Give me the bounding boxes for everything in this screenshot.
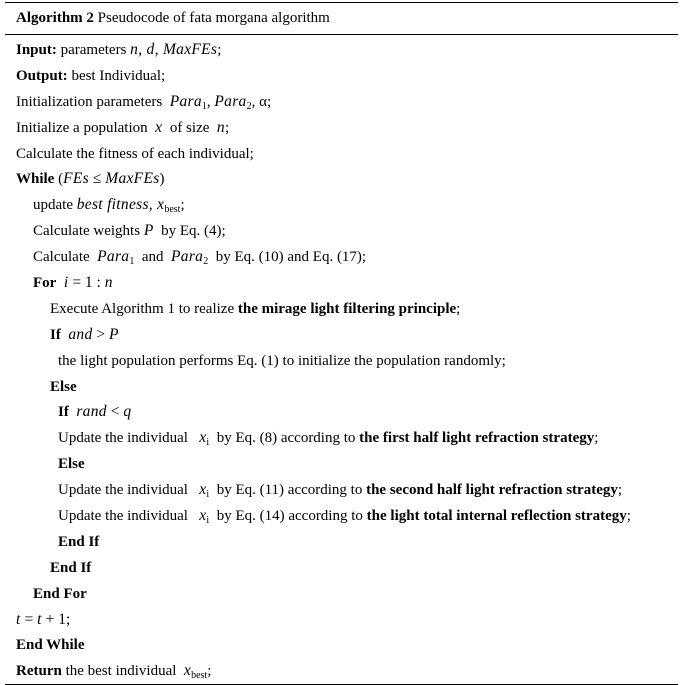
math-symbol: x	[155, 118, 163, 136]
math-subscript: 2	[246, 100, 252, 112]
keyword: End For	[33, 585, 87, 602]
line-text: ;	[594, 430, 599, 447]
math-symbol: q	[123, 403, 132, 421]
pseudocode-line	[5, 607, 678, 633]
line-text	[56, 275, 64, 291]
math-symbol: and	[68, 325, 93, 343]
math-subscript: 1	[129, 256, 135, 268]
keyword: the mirage light filtering principle	[237, 300, 457, 317]
line-text: ;	[207, 663, 212, 680]
math-symbol: x	[183, 662, 192, 680]
pseudocode-lines	[5, 35, 678, 684]
line-text: parameters	[56, 42, 131, 58]
line-text: Calculate weights	[33, 223, 144, 240]
pseudocode-line	[5, 503, 678, 529]
line-text: , α;	[251, 93, 272, 110]
math-subscript: best	[191, 670, 208, 682]
pseudocode-line	[5, 322, 678, 348]
math-symbol: n, d, MaxFEs	[130, 41, 218, 58]
pseudocode-line	[5, 192, 678, 218]
math-operator: <	[106, 403, 124, 421]
algorithm-caption	[5, 3, 678, 34]
line-text: by Eq. (8) according to	[209, 430, 360, 447]
keyword: End If	[50, 559, 92, 576]
line-text: ,	[206, 93, 215, 110]
line-text: Update the individual	[58, 430, 200, 447]
math-symbol: P	[109, 325, 119, 343]
keyword: the second half light refraction strategy	[366, 482, 618, 499]
pseudocode-line	[5, 425, 678, 451]
line-text: update	[33, 197, 77, 214]
keyword: If	[58, 404, 69, 421]
caption-label: Algorithm 2	[16, 10, 94, 26]
keyword: Output:	[16, 67, 68, 84]
line-text: ;	[224, 119, 230, 136]
pseudocode-line	[5, 270, 678, 296]
math-subscript: 1	[201, 100, 207, 112]
pseudocode-line	[5, 477, 678, 503]
keyword: Input:	[16, 42, 57, 58]
pseudocode-line	[5, 296, 678, 322]
keyword: End While	[16, 637, 85, 654]
line-text: by Eq. (14) according to	[209, 508, 367, 525]
pseudocode-line	[5, 63, 678, 89]
pseudocode-line	[5, 555, 678, 581]
line-text: Update the individual	[58, 482, 200, 499]
pseudocode-line	[5, 89, 678, 115]
pseudocode-line	[5, 399, 678, 425]
math-symbol: x	[199, 481, 207, 499]
pseudocode-line	[5, 166, 678, 192]
line-text: ;	[617, 482, 623, 499]
line-text: Update the individual	[58, 508, 200, 525]
keyword: Return	[16, 663, 62, 680]
math-symbol: FEs	[63, 170, 89, 188]
line-text: the light population performs Eq. (1) to initialize the population randomly;	[58, 352, 506, 369]
line-text: ;	[626, 508, 631, 525]
line-text: ;	[217, 42, 222, 58]
math-symbol: Para	[171, 248, 204, 266]
math-symbol: Para	[97, 248, 130, 266]
line-text: )	[159, 171, 165, 188]
line-text: ;	[456, 300, 461, 317]
math-operator: + 1;	[41, 610, 71, 628]
pseudocode-line	[5, 37, 678, 63]
pseudocode-line	[5, 348, 678, 374]
line-text: (	[54, 171, 64, 188]
math-symbol: x	[199, 429, 207, 447]
pseudocode-line	[5, 581, 678, 607]
math-symbol: MaxFEs	[105, 170, 160, 188]
math-subscript: 2	[203, 256, 209, 268]
math-symbol: Para	[214, 92, 247, 110]
keyword: the first half light refraction strategy	[359, 430, 595, 447]
line-text: and	[134, 249, 172, 266]
line-text: Initialization parameters	[16, 93, 170, 110]
math-operator: ≤	[88, 170, 106, 188]
keyword: Else	[58, 456, 85, 473]
algorithm-box	[5, 2, 678, 685]
line-text: Initialize a population	[16, 119, 156, 136]
line-text: the best individual	[61, 663, 184, 680]
pseudocode-line	[5, 658, 678, 684]
line-text: by Eq. (4);	[153, 223, 226, 240]
pseudocode-line	[5, 451, 678, 477]
line-text: Calculate the fitness of each individual;	[16, 145, 254, 162]
math-operator: =	[20, 610, 38, 628]
line-text: best Individual;	[67, 67, 166, 84]
math-symbol: n	[216, 118, 225, 136]
line-text: Calculate	[33, 249, 98, 266]
math-subscript: i	[206, 437, 210, 449]
keyword: Else	[50, 378, 77, 395]
line-text: ;	[180, 197, 185, 214]
pseudocode-line	[5, 244, 678, 270]
line-text: by Eq. (11) according to	[209, 482, 367, 499]
pseudocode-line	[5, 632, 678, 658]
math-symbol: t	[37, 610, 42, 628]
line-text: by Eq. (10) and Eq. (17);	[208, 249, 367, 266]
math-operator: = 1 :	[68, 274, 105, 292]
math-symbol: n	[104, 274, 113, 292]
pseudocode-line	[5, 529, 678, 555]
math-subscript: i	[206, 489, 210, 501]
math-symbol: t	[16, 610, 21, 628]
keyword: the light total internal reflection strategy	[366, 508, 627, 525]
keyword: While	[16, 171, 55, 188]
keyword: For	[33, 275, 57, 292]
line-text: of size	[162, 119, 217, 136]
keyword: If	[50, 326, 61, 343]
pseudocode-line	[5, 115, 678, 141]
math-symbol: P	[143, 222, 154, 240]
caption-text: Pseudocode of fata morgana algorithm	[97, 10, 330, 26]
math-symbol: i	[63, 274, 69, 292]
math-symbol: rand	[76, 403, 107, 421]
math-operator: >	[92, 325, 109, 343]
pseudocode-line	[5, 374, 678, 400]
pseudocode-line	[5, 141, 678, 167]
keyword: End If	[58, 533, 100, 550]
pseudocode-line	[5, 218, 678, 244]
math-subscript: best	[164, 204, 181, 216]
math-subscript: i	[206, 515, 210, 527]
math-symbol: x	[199, 507, 207, 525]
math-symbol: best fitness, x	[76, 196, 165, 214]
line-text: Execute Algorithm 1 to realize	[50, 300, 238, 317]
math-symbol: Para	[169, 92, 202, 110]
